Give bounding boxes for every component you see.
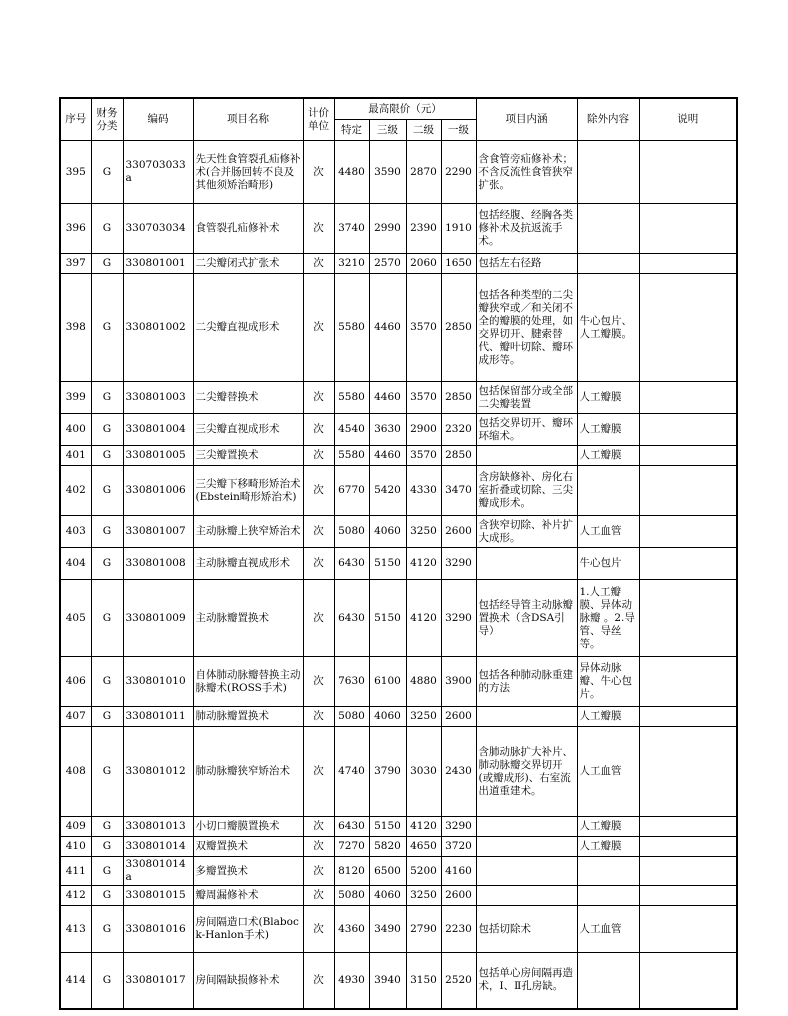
- cell-unit: 次: [303, 204, 334, 254]
- cell-seq: 398: [60, 274, 91, 382]
- cell-price-grade1: 3720: [441, 837, 476, 857]
- cell-price-special: 8120: [334, 857, 369, 886]
- cell-name: 先天性食管裂孔疝修补术(合并肠回转不良及其他须矫治畸形): [193, 141, 303, 204]
- cell-note: [639, 466, 737, 516]
- cell-seq: 406: [60, 657, 91, 707]
- cell-price-grade2: 4650: [406, 837, 441, 857]
- cell-name: 主动脉瓣上狭窄矫治术: [193, 516, 303, 548]
- cell-price-special: 7630: [334, 657, 369, 707]
- cell-note: [639, 886, 737, 906]
- cell-price-grade1: 2600: [441, 886, 476, 906]
- cell-category: G: [91, 580, 123, 657]
- cell-category: G: [91, 274, 123, 382]
- cell-name: 肺动脉瓣狭窄矫治术: [193, 727, 303, 817]
- table-row: [60, 466, 737, 516]
- cell-unit: 次: [303, 382, 334, 414]
- cell-category: G: [91, 837, 123, 857]
- cell-name: 自体肺动脉瓣替换主动脉瓣术(ROSS手术): [193, 657, 303, 707]
- cell-seq: 396: [60, 204, 91, 254]
- cell-price-special: 5580: [334, 382, 369, 414]
- cell-price-grade3: 5150: [369, 548, 406, 580]
- cell-content: 包括单心房间隔再造术，Ⅰ、Ⅱ孔房缺。: [476, 953, 577, 1009]
- cell-price-grade3: 2570: [369, 254, 406, 274]
- table-row: [60, 886, 737, 906]
- price-table: [59, 97, 738, 1010]
- cell-note: [639, 837, 737, 857]
- cell-seq: 403: [60, 516, 91, 548]
- cell-content: 含食管旁疝修补术；不含反流性食管狭窄扩张。: [476, 141, 577, 204]
- cell-content: [476, 446, 577, 466]
- cell-seq: 404: [60, 548, 91, 580]
- price-table-page: [59, 97, 736, 1010]
- cell-unit: 次: [303, 580, 334, 657]
- cell-unit: 次: [303, 727, 334, 817]
- cell-seq: 407: [60, 707, 91, 727]
- cell-note: [639, 414, 737, 446]
- cell-category: G: [91, 727, 123, 817]
- cell-price-special: 4740: [334, 727, 369, 817]
- cell-price-grade2: 4120: [406, 548, 441, 580]
- cell-price-grade1: 2600: [441, 707, 476, 727]
- cell-content: [476, 837, 577, 857]
- table-row: [60, 857, 737, 886]
- cell-unit: 次: [303, 548, 334, 580]
- cell-code: 330801014a: [123, 857, 193, 886]
- cell-price-grade3: 5150: [369, 817, 406, 837]
- cell-seq: 399: [60, 382, 91, 414]
- table-row: [60, 254, 737, 274]
- cell-name: 房间隔造口术(Blabock-Hanlon手术): [193, 906, 303, 953]
- cell-name: 三尖瓣置换术: [193, 446, 303, 466]
- cell-exclude: [577, 141, 639, 204]
- cell-seq: 411: [60, 857, 91, 886]
- cell-name: 主动脉瓣直视成形术: [193, 548, 303, 580]
- table-body: [60, 141, 737, 1009]
- table-row: [60, 953, 737, 1009]
- cell-price-special: 3740: [334, 204, 369, 254]
- cell-price-special: 5080: [334, 707, 369, 727]
- cell-seq: 409: [60, 817, 91, 837]
- cell-exclude: 牛心包片、人工瓣膜。: [577, 274, 639, 382]
- table-row: [60, 727, 737, 817]
- cell-category: G: [91, 707, 123, 727]
- cell-unit: 次: [303, 446, 334, 466]
- cell-exclude: 人工血管: [577, 727, 639, 817]
- cell-category: G: [91, 414, 123, 446]
- cell-price-grade2: 4880: [406, 657, 441, 707]
- header-row-1: [60, 98, 737, 120]
- cell-price-special: 6430: [334, 817, 369, 837]
- cell-seq: 401: [60, 446, 91, 466]
- cell-exclude: 人工瓣膜: [577, 707, 639, 727]
- cell-price-grade2: 4330: [406, 466, 441, 516]
- cell-note: [639, 254, 737, 274]
- cell-name: 二尖瓣直视成形术: [193, 274, 303, 382]
- cell-exclude: 牛心包片: [577, 548, 639, 580]
- cell-note: [639, 382, 737, 414]
- cell-code: 330801005: [123, 446, 193, 466]
- table-row: [60, 382, 737, 414]
- cell-unit: 次: [303, 906, 334, 953]
- cell-seq: 413: [60, 906, 91, 953]
- cell-price-grade3: 4460: [369, 274, 406, 382]
- cell-code: 330801007: [123, 516, 193, 548]
- cell-price-special: 6770: [334, 466, 369, 516]
- cell-code: 330801012: [123, 727, 193, 817]
- cell-unit: 次: [303, 141, 334, 204]
- cell-content: [476, 548, 577, 580]
- cell-price-grade3: 3630: [369, 414, 406, 446]
- table-row: [60, 548, 737, 580]
- cell-price-special: 4930: [334, 953, 369, 1009]
- cell-code: 330801010: [123, 657, 193, 707]
- cell-exclude: 人工瓣膜: [577, 837, 639, 857]
- cell-price-grade3: 5420: [369, 466, 406, 516]
- cell-price-special: 6430: [334, 580, 369, 657]
- cell-unit: 次: [303, 707, 334, 727]
- cell-content: [476, 817, 577, 837]
- cell-category: G: [91, 466, 123, 516]
- cell-code: 330801016: [123, 906, 193, 953]
- cell-content: 包括各种肺动脉重建的方法: [476, 657, 577, 707]
- cell-price-grade2: 2790: [406, 906, 441, 953]
- cell-name: 三尖瓣直视成形术: [193, 414, 303, 446]
- cell-content: 包括各种类型的二尖瓣狭窄或／和关闭不全的瓣膜的处理，如交界切开、腱索替代、瓣叶切除、瓣环成形等。: [476, 274, 577, 382]
- cell-note: [639, 204, 737, 254]
- table-row: [60, 141, 737, 204]
- col-header-seq: 序号: [60, 98, 91, 141]
- table-row: [60, 414, 737, 446]
- cell-price-grade3: 4460: [369, 446, 406, 466]
- cell-exclude: [577, 254, 639, 274]
- cell-price-special: 7270: [334, 837, 369, 857]
- cell-unit: 次: [303, 817, 334, 837]
- cell-price-grade3: 5820: [369, 837, 406, 857]
- cell-price-grade3: 6100: [369, 657, 406, 707]
- col-header-content: 项目内涵: [476, 98, 577, 141]
- cell-price-special: 3210: [334, 254, 369, 274]
- cell-note: [639, 857, 737, 886]
- cell-unit: 次: [303, 414, 334, 446]
- cell-name: 三尖瓣下移畸形矫治术(Ebstein畸形矫治术): [193, 466, 303, 516]
- cell-category: G: [91, 906, 123, 953]
- cell-unit: 次: [303, 254, 334, 274]
- cell-price-grade2: 2870: [406, 141, 441, 204]
- cell-price-grade1: 3470: [441, 466, 476, 516]
- cell-content: 包括交界切开、瓣环环缩术。: [476, 414, 577, 446]
- cell-category: G: [91, 516, 123, 548]
- cell-seq: 412: [60, 886, 91, 906]
- cell-exclude: 人工血管: [577, 516, 639, 548]
- cell-price-grade1: 3290: [441, 817, 476, 837]
- cell-price-grade2: 2900: [406, 414, 441, 446]
- cell-price-grade1: 2850: [441, 382, 476, 414]
- cell-price-grade3: 5150: [369, 580, 406, 657]
- cell-category: G: [91, 548, 123, 580]
- cell-exclude: [577, 886, 639, 906]
- cell-price-grade3: 4460: [369, 382, 406, 414]
- cell-exclude: 异体动脉瓣、牛心包片。: [577, 657, 639, 707]
- col-header-grade3: 三级: [369, 120, 406, 141]
- cell-price-special: 5080: [334, 516, 369, 548]
- cell-code: 330801008: [123, 548, 193, 580]
- cell-seq: 410: [60, 837, 91, 857]
- cell-note: [639, 274, 737, 382]
- cell-seq: 402: [60, 466, 91, 516]
- cell-code: 330801006: [123, 466, 193, 516]
- cell-unit: 次: [303, 516, 334, 548]
- cell-unit: 次: [303, 953, 334, 1009]
- cell-exclude: 人工瓣膜: [577, 382, 639, 414]
- cell-name: 肺动脉瓣置换术: [193, 707, 303, 727]
- cell-content: 包括左右径路: [476, 254, 577, 274]
- cell-category: G: [91, 141, 123, 204]
- cell-code: 330703034: [123, 204, 193, 254]
- cell-price-grade1: 1910: [441, 204, 476, 254]
- cell-name: 房间隔缺损修补术: [193, 953, 303, 1009]
- cell-name: 食管裂孔疝修补术: [193, 204, 303, 254]
- cell-content: 包括保留部分或全部二尖瓣装置: [476, 382, 577, 414]
- cell-name: 多瓣置换术: [193, 857, 303, 886]
- cell-price-special: 4540: [334, 414, 369, 446]
- cell-category: G: [91, 953, 123, 1009]
- table-row: [60, 657, 737, 707]
- cell-price-grade1: 2430: [441, 727, 476, 817]
- cell-content: [476, 886, 577, 906]
- cell-price-grade3: 4060: [369, 886, 406, 906]
- col-header-code: 编码: [123, 98, 193, 141]
- table-row: [60, 837, 737, 857]
- cell-name: 二尖瓣替换术: [193, 382, 303, 414]
- cell-name: 小切口瓣膜置换术: [193, 817, 303, 837]
- cell-price-grade3: 6500: [369, 857, 406, 886]
- cell-price-grade1: 2290: [441, 141, 476, 204]
- cell-seq: 397: [60, 254, 91, 274]
- cell-category: G: [91, 857, 123, 886]
- col-header-grade1: 一级: [441, 120, 476, 141]
- table-row: [60, 707, 737, 727]
- cell-price-grade2: 4120: [406, 580, 441, 657]
- cell-price-grade2: 2390: [406, 204, 441, 254]
- cell-code: 330801003: [123, 382, 193, 414]
- cell-price-grade2: 5200: [406, 857, 441, 886]
- cell-code: 330801017: [123, 953, 193, 1009]
- cell-code: 330801011: [123, 707, 193, 727]
- cell-price-grade2: 3570: [406, 446, 441, 466]
- cell-price-grade3: 4060: [369, 516, 406, 548]
- cell-note: [639, 953, 737, 1009]
- cell-price-grade1: 2850: [441, 274, 476, 382]
- table-row: [60, 516, 737, 548]
- cell-name: 瓣周漏修补术: [193, 886, 303, 906]
- cell-price-special: 6430: [334, 548, 369, 580]
- cell-note: [639, 707, 737, 727]
- col-header-special: 特定: [334, 120, 369, 141]
- cell-price-special: 4480: [334, 141, 369, 204]
- table-row: [60, 817, 737, 837]
- col-header-note: 说明: [639, 98, 737, 141]
- cell-price-grade3: 3940: [369, 953, 406, 1009]
- table-row: [60, 274, 737, 382]
- cell-seq: 405: [60, 580, 91, 657]
- cell-code: 330801009: [123, 580, 193, 657]
- cell-unit: 次: [303, 657, 334, 707]
- cell-price-grade1: 4160: [441, 857, 476, 886]
- cell-exclude: 人工瓣膜: [577, 414, 639, 446]
- cell-content: 含肺动脉扩大补片、肺动脉瓣交界切开(或瓣成形)、右室流出道重建术。: [476, 727, 577, 817]
- cell-note: [639, 580, 737, 657]
- cell-name: 二尖瓣闭式扩张术: [193, 254, 303, 274]
- cell-unit: 次: [303, 466, 334, 516]
- cell-category: G: [91, 886, 123, 906]
- cell-note: [639, 657, 737, 707]
- cell-code: 330801013: [123, 817, 193, 837]
- cell-name: 主动脉瓣置换术: [193, 580, 303, 657]
- cell-content: 包括经腹、经胸各类修补术及抗返流手术。: [476, 204, 577, 254]
- cell-price-grade3: 2990: [369, 204, 406, 254]
- cell-price-special: 5580: [334, 446, 369, 466]
- cell-exclude: 人工瓣膜: [577, 446, 639, 466]
- cell-code: 330703033a: [123, 141, 193, 204]
- col-header-unit: 计价单位: [303, 98, 334, 141]
- cell-code: 330801014: [123, 837, 193, 857]
- cell-price-grade2: 3570: [406, 274, 441, 382]
- cell-exclude: 1.人工瓣膜、异体动脉瓣 。2.导管、导丝等。: [577, 580, 639, 657]
- cell-price-grade2: 3250: [406, 886, 441, 906]
- cell-exclude: [577, 466, 639, 516]
- cell-code: 330801015: [123, 886, 193, 906]
- cell-content: 含房缺修补、房化右室折叠或切除、三尖瓣成形术。: [476, 466, 577, 516]
- cell-note: [639, 516, 737, 548]
- cell-code: 330801001: [123, 254, 193, 274]
- cell-category: G: [91, 254, 123, 274]
- cell-price-grade1: 3900: [441, 657, 476, 707]
- cell-note: [639, 548, 737, 580]
- cell-category: G: [91, 446, 123, 466]
- cell-price-grade2: 3250: [406, 707, 441, 727]
- cell-price-grade1: 2320: [441, 414, 476, 446]
- cell-category: G: [91, 382, 123, 414]
- cell-price-grade3: 4060: [369, 707, 406, 727]
- cell-exclude: 人工血管: [577, 906, 639, 953]
- cell-price-grade1: 3290: [441, 548, 476, 580]
- cell-price-grade2: 3250: [406, 516, 441, 548]
- cell-content: [476, 857, 577, 886]
- cell-price-grade3: 3490: [369, 906, 406, 953]
- cell-price-grade2: 3570: [406, 382, 441, 414]
- cell-code: 330801004: [123, 414, 193, 446]
- col-header-exclude: 除外内容: [577, 98, 639, 141]
- cell-category: G: [91, 204, 123, 254]
- cell-content: 包括切除术: [476, 906, 577, 953]
- cell-exclude: [577, 953, 639, 1009]
- cell-category: G: [91, 657, 123, 707]
- table-row: [60, 580, 737, 657]
- cell-exclude: 人工瓣膜: [577, 817, 639, 837]
- cell-exclude: [577, 204, 639, 254]
- cell-note: [639, 817, 737, 837]
- cell-price-special: 4360: [334, 906, 369, 953]
- cell-price-grade2: 4120: [406, 817, 441, 837]
- cell-price-grade3: 3790: [369, 727, 406, 817]
- cell-unit: 次: [303, 857, 334, 886]
- cell-unit: 次: [303, 886, 334, 906]
- cell-note: [639, 906, 737, 953]
- cell-seq: 408: [60, 727, 91, 817]
- cell-name: 双瓣置换术: [193, 837, 303, 857]
- cell-price-grade1: 2520: [441, 953, 476, 1009]
- cell-note: [639, 446, 737, 466]
- cell-note: [639, 727, 737, 817]
- cell-unit: 次: [303, 274, 334, 382]
- col-header-grade2: 二级: [406, 120, 441, 141]
- cell-price-grade1: 2850: [441, 446, 476, 466]
- cell-note: [639, 141, 737, 204]
- col-header-category: 财务分类: [91, 98, 123, 141]
- table-row: [60, 906, 737, 953]
- cell-content: [476, 707, 577, 727]
- cell-code: 330801002: [123, 274, 193, 382]
- cell-exclude: [577, 857, 639, 886]
- cell-price-special: 5080: [334, 886, 369, 906]
- col-header-name: 项目名称: [193, 98, 303, 141]
- cell-seq: 414: [60, 953, 91, 1009]
- cell-seq: 400: [60, 414, 91, 446]
- table-row: [60, 204, 737, 254]
- cell-price-grade3: 3590: [369, 141, 406, 204]
- table-row: [60, 446, 737, 466]
- cell-category: G: [91, 817, 123, 837]
- cell-price-grade1: 2230: [441, 906, 476, 953]
- cell-price-grade1: 2600: [441, 516, 476, 548]
- cell-price-grade2: 3030: [406, 727, 441, 817]
- cell-price-grade1: 3290: [441, 580, 476, 657]
- cell-unit: 次: [303, 837, 334, 857]
- cell-content: 含狭窄切除、补片扩大成形。: [476, 516, 577, 548]
- cell-price-grade2: 2060: [406, 254, 441, 274]
- cell-price-grade1: 1650: [441, 254, 476, 274]
- cell-content: 包括经导管主动脉瓣置换术（含DSA引导）: [476, 580, 577, 657]
- col-header-max-price: 最高限价（元）: [334, 98, 476, 120]
- cell-price-grade2: 3150: [406, 953, 441, 1009]
- cell-seq: 395: [60, 141, 91, 204]
- cell-price-special: 5580: [334, 274, 369, 382]
